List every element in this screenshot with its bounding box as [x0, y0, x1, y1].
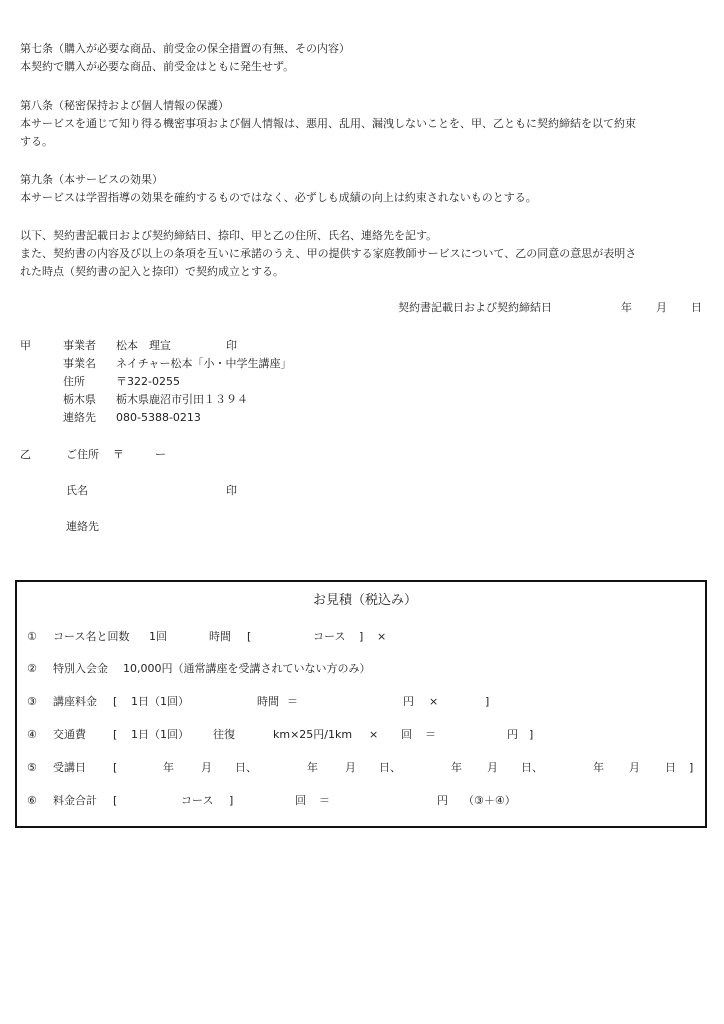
article-8-body-line1: 本サービスを通じて知り得る機密事項および個人情報は、悪用、乱用、漏洩しないことを、甲、乙ともに契約締結を以て約束: [20, 117, 636, 130]
date-month: 月: [656, 301, 667, 314]
estimate-row-1-bracket-open: [: [247, 630, 252, 643]
estimate-row-3-bracket-open: [: [113, 695, 118, 708]
estimate-row-5-day-4: 日: [665, 761, 676, 774]
estimate-row-5-month-1: 月: [201, 761, 212, 774]
estimate-row-6-label: 料金合計: [53, 794, 97, 807]
party-a-seal: 印: [226, 339, 237, 352]
estimate-row-3-times: ×: [429, 695, 439, 708]
estimate-row-4-round-trip: 往復: [213, 728, 235, 741]
estimate-row-4-bracket-close: ]: [529, 728, 534, 741]
estimate-row-5-year-4: 年: [593, 761, 604, 774]
article-9-body: 本サービスは学習指導の効果を確約するものではなく、必ずしも成績の向上は約束されないものとする。: [20, 191, 537, 204]
estimate-row-4-equals: ＝: [425, 728, 436, 741]
date-year: 年: [621, 301, 632, 314]
estimate-row-6-yen: 円: [437, 794, 448, 807]
estimate-row-1-hours: 時間: [209, 630, 231, 643]
estimate-row-6-num: ⑥: [27, 794, 37, 807]
party-b-contact-label: 連絡先: [66, 520, 99, 533]
party-a-label-contact: 連絡先: [63, 411, 96, 424]
party-a-operator-name: 松本 理宣: [116, 339, 171, 352]
estimate-row-5-year-1: 年: [163, 761, 174, 774]
estimate-row-1-label: コース名と回数: [53, 630, 130, 643]
party-a-label-business: 事業名: [63, 357, 96, 370]
party-a-business-name: ネイチャー松本「小・中学生講座」: [116, 357, 292, 370]
party-b-mark: 乙: [20, 448, 31, 461]
estimate-row-1-course: コース: [313, 630, 346, 643]
estimate-box: [15, 580, 707, 828]
party-b-postal-mark: 〒: [113, 448, 124, 461]
estimate-row-5-num: ⑤: [27, 761, 37, 774]
article-7-heading: 第七条（購入が必要な商品、前受金の保全措置の有無、その内容）: [20, 42, 350, 55]
estimate-title: お見積（税込み）: [313, 593, 418, 608]
estimate-row-6-bracket-close: ]: [229, 794, 234, 807]
estimate-row-5-day-2: 日、: [379, 761, 401, 774]
party-a-label-address: 住所: [63, 375, 85, 388]
date-line-label: 契約書記載日および契約締結日: [398, 301, 552, 314]
estimate-row-1-times: ×: [377, 630, 387, 643]
estimate-row-6-formula: （③＋④）: [463, 794, 516, 807]
estimate-row-5-year-3: 年: [451, 761, 462, 774]
estimate-row-3-hours: 時間: [257, 695, 279, 708]
estimate-row-5-month-3: 月: [487, 761, 498, 774]
estimate-row-5-label: 受講日: [53, 761, 86, 774]
party-a-mark: 甲: [20, 339, 31, 352]
estimate-row-2-label: 特別入会金: [53, 662, 108, 675]
article-8-heading: 第八条（秘密保持および個人情報の保護）: [20, 99, 229, 112]
party-b-seal: 印: [226, 484, 237, 497]
estimate-row-6-equals: ＝: [319, 794, 330, 807]
estimate-row-3-per-day: 1日（1回）: [131, 695, 189, 708]
estimate-row-6-count: 回: [295, 794, 306, 807]
party-a-phone: 080-5388-0213: [116, 411, 201, 424]
estimate-row-5-bracket-open: [: [113, 761, 118, 774]
closing-line-3: れた時点（契約書の記入と捺印）で契約成立とする。: [20, 265, 284, 278]
estimate-row-2-fee: 10,000円（通常講座を受講されていない方のみ）: [123, 662, 371, 675]
estimate-row-4-bracket-open: [: [113, 728, 118, 741]
estimate-row-2-num: ②: [27, 662, 37, 675]
estimate-row-5-month-4: 月: [629, 761, 640, 774]
estimate-row-4-count: 回: [401, 728, 412, 741]
article-8-body-line2: する。: [20, 135, 53, 148]
estimate-row-3-num: ③: [27, 695, 37, 708]
estimate-row-6-bracket-open: [: [113, 794, 118, 807]
estimate-row-5-bracket-close: ]: [689, 761, 694, 774]
estimate-row-4-per-day: 1日（1回）: [131, 728, 189, 741]
estimate-row-4-rate: km×25円/1km: [273, 728, 353, 741]
estimate-row-4-yen: 円: [507, 728, 518, 741]
party-b-postal-dash: ー: [155, 448, 166, 461]
estimate-row-1-sessions: 1回: [149, 630, 167, 643]
estimate-row-3-label: 講座料金: [53, 695, 97, 708]
estimate-row-1-bracket-close: ]: [359, 630, 364, 643]
party-b-name-label: 氏名: [66, 484, 88, 497]
estimate-row-1-num: ①: [27, 630, 37, 643]
estimate-row-5-year-2: 年: [307, 761, 318, 774]
party-a-postal-code: 〒322-0255: [116, 375, 180, 388]
party-b-address-label: ご住所: [66, 448, 99, 461]
estimate-row-5-day-3: 日、: [521, 761, 543, 774]
article-9-heading: 第九条（本サービスの効果）: [20, 173, 163, 186]
party-a-label-operator: 事業者: [63, 339, 96, 352]
estimate-row-3-bracket-close: ]: [485, 695, 490, 708]
estimate-row-5-month-2: 月: [345, 761, 356, 774]
estimate-row-3-equals: ＝: [287, 695, 298, 708]
closing-line-1: 以下、契約書記載日および契約締結日、捺印、甲と乙の住所、氏名、連絡先を記す。: [20, 229, 438, 242]
date-day: 日: [691, 301, 702, 314]
article-7-body: 本契約で購入が必要な商品、前受金はともに発生せず。: [20, 60, 295, 73]
estimate-row-4-label: 交通費: [53, 728, 86, 741]
estimate-row-6-course: コース: [181, 794, 214, 807]
estimate-row-4-num: ④: [27, 728, 37, 741]
estimate-row-4-times: ×: [369, 728, 379, 741]
closing-line-2: また、契約書の内容及び以上の条項を互いに承諾のうえ、甲の提供する家庭教師サービスについて、乙の同意の意思が表明さ: [20, 247, 637, 260]
estimate-row-5-day-1: 日、: [235, 761, 257, 774]
party-a-address: 栃木県鹿沼市引田１３９４: [116, 393, 248, 406]
party-a-label-prefecture: 栃木県: [63, 393, 96, 406]
estimate-row-3-yen: 円: [403, 695, 414, 708]
